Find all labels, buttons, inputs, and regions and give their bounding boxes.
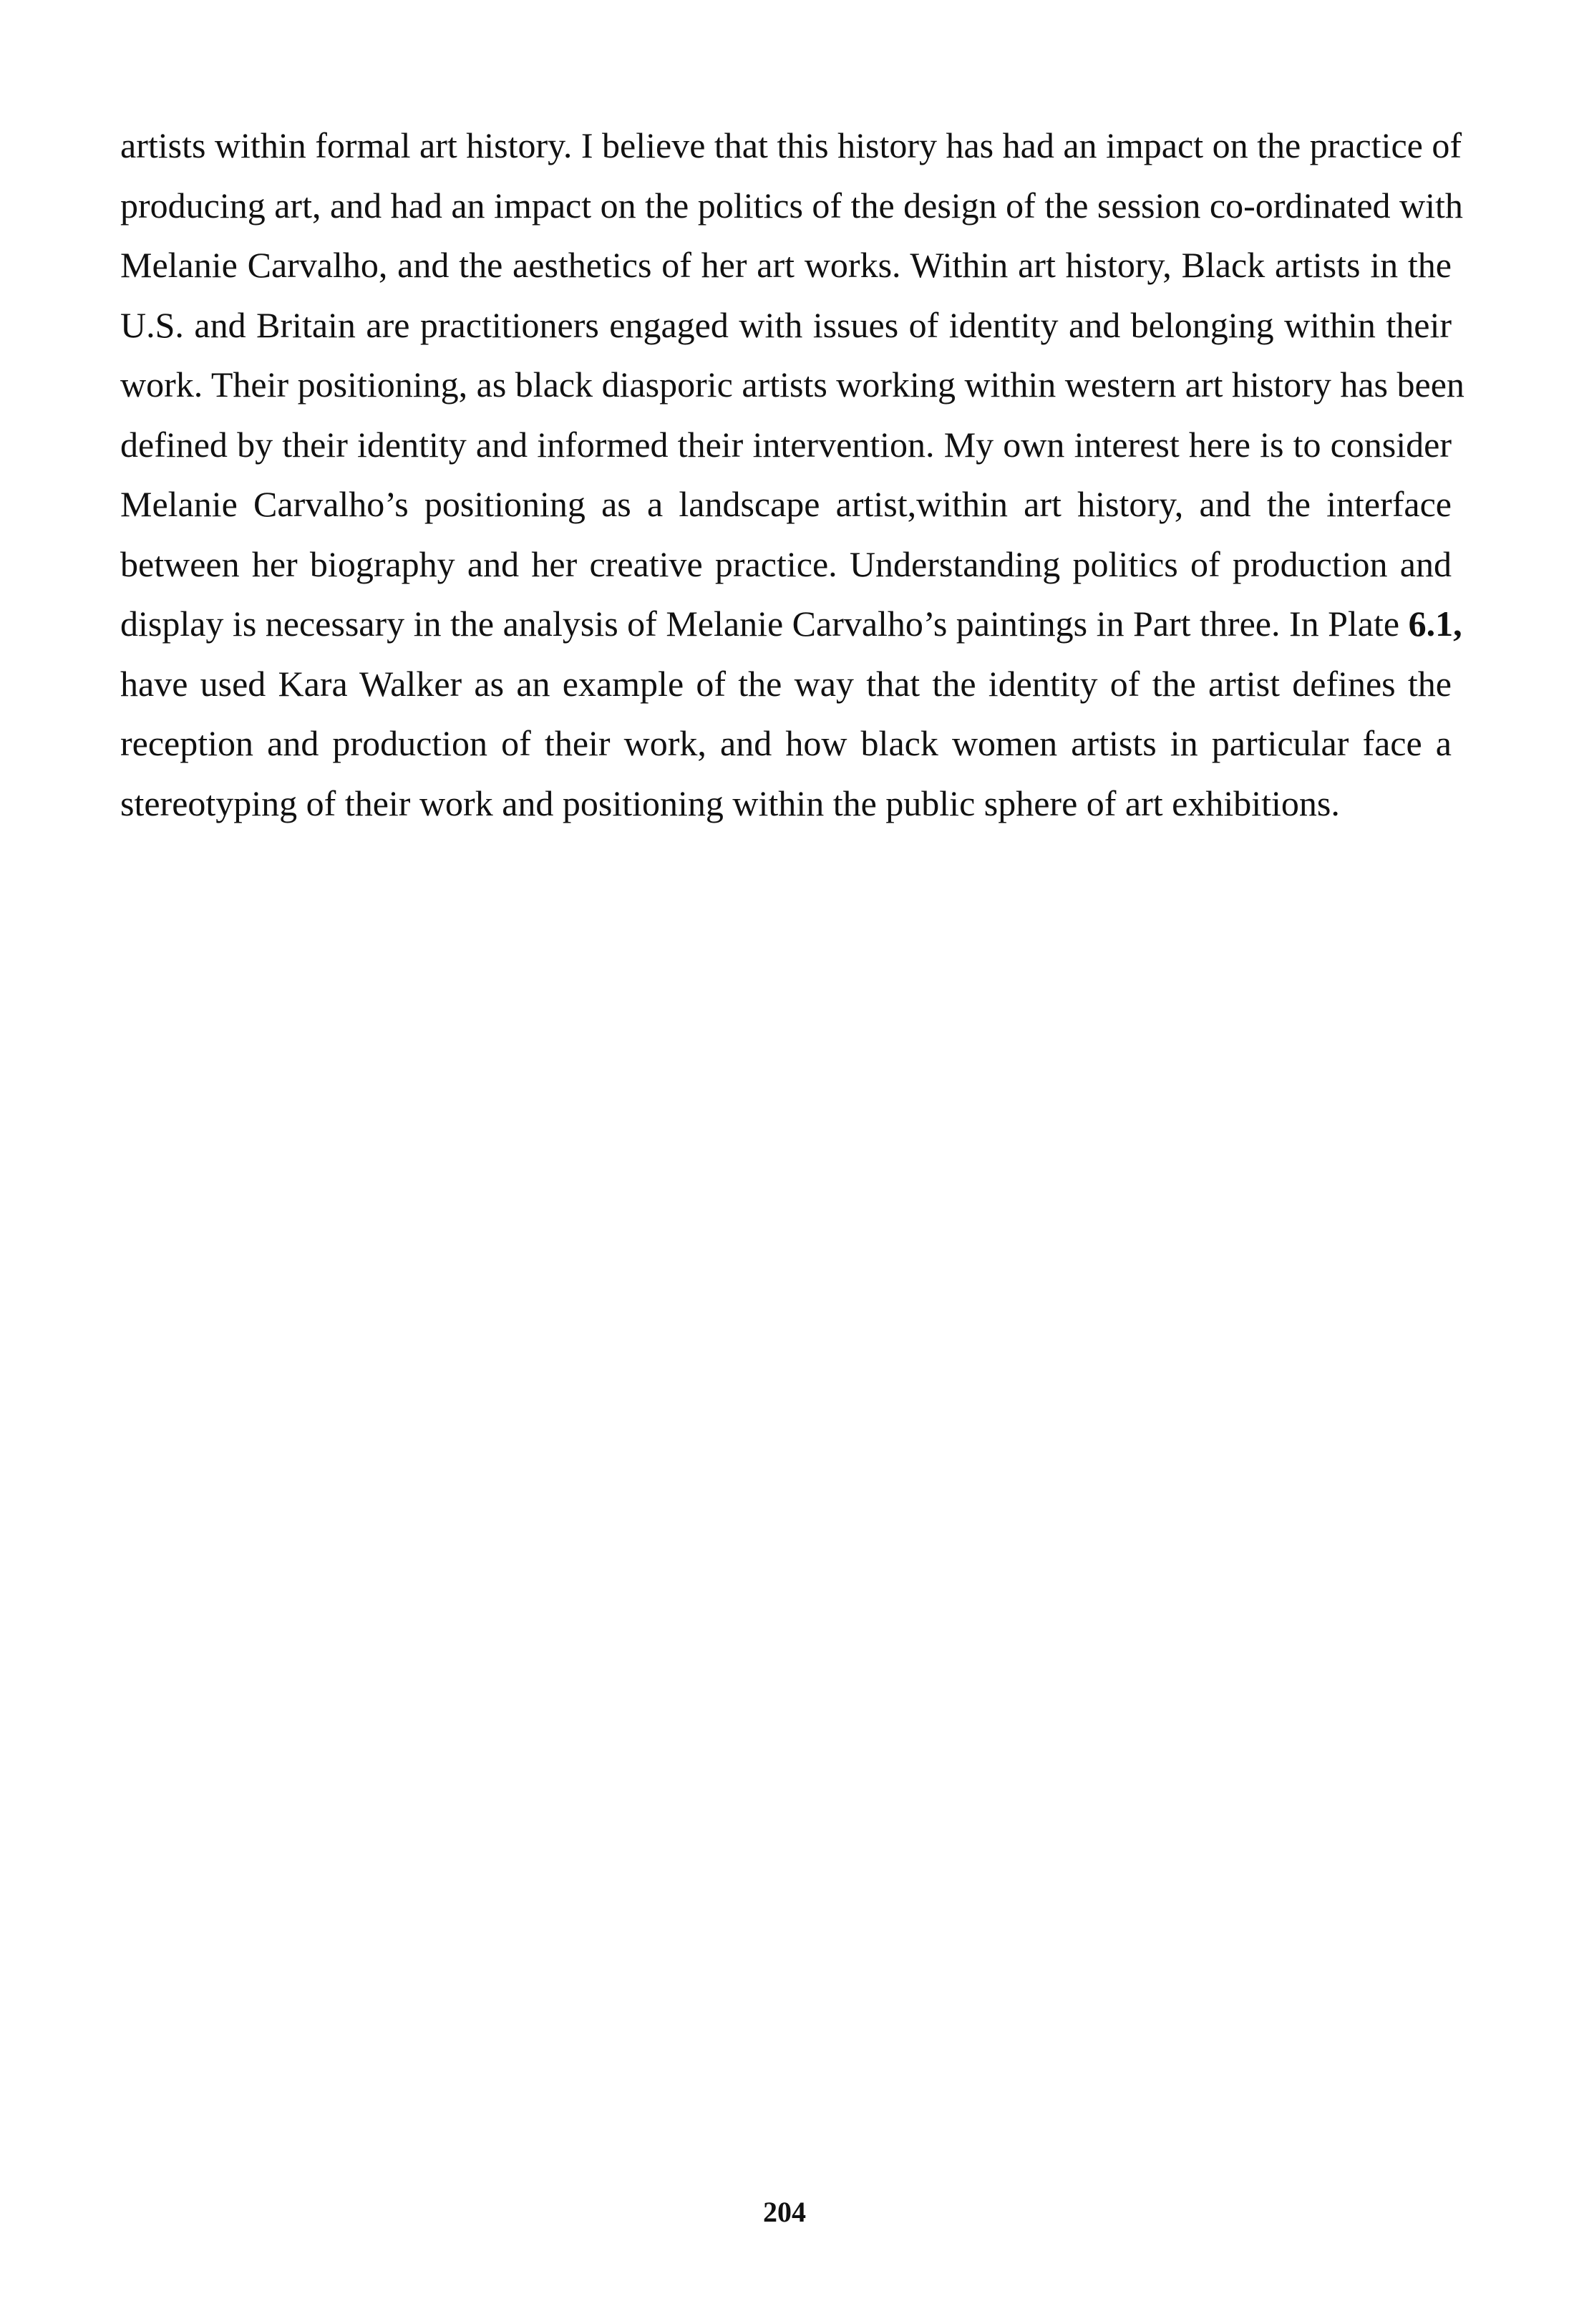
text-line: U.S. and Britain are practitioners engaged with issues of identity and belonging within their (120, 304, 1452, 345)
page-number: 204 (763, 2196, 806, 2228)
plate-reference: 6.1, (1408, 604, 1462, 644)
text-line: Melanie Carvalho’s positioning as a landscape artist,within art history, and the interface (120, 484, 1452, 524)
text-line: artists within formal art history. I believe that this history has had an impact on the practice of (120, 125, 1462, 165)
text-line: reception and production of their work, and how black women artists in particular face a (120, 723, 1452, 763)
text-line: Melanie Carvalho, and the aesthetics of her art works. Within art history, Black artists in the (120, 245, 1452, 285)
text-line: producing art, and had an impact on the politics of the design of the session co-ordinated with (120, 185, 1463, 226)
text-line: have used Kara Walker as an example of the way that the identity of the artist defines the (120, 663, 1452, 704)
text-line: work. Their positioning, as black diasporic artists working within western art history has been (120, 364, 1464, 405)
text-segment: display is necessary in the analysis of Melanie Carvalho’s paintings in Part three. In Plate (120, 604, 1409, 644)
text-line: defined by their identity and informed their intervention. My own interest here is to consider (120, 424, 1452, 465)
body-paragraph (120, 116, 1464, 833)
text-line: between her biography and her creative practice. Understanding politics of production and (120, 543, 1452, 584)
text-line (120, 594, 1462, 654)
text-line: stereotyping of their work and positioning within the public sphere of art exhibitions. (120, 783, 1340, 823)
